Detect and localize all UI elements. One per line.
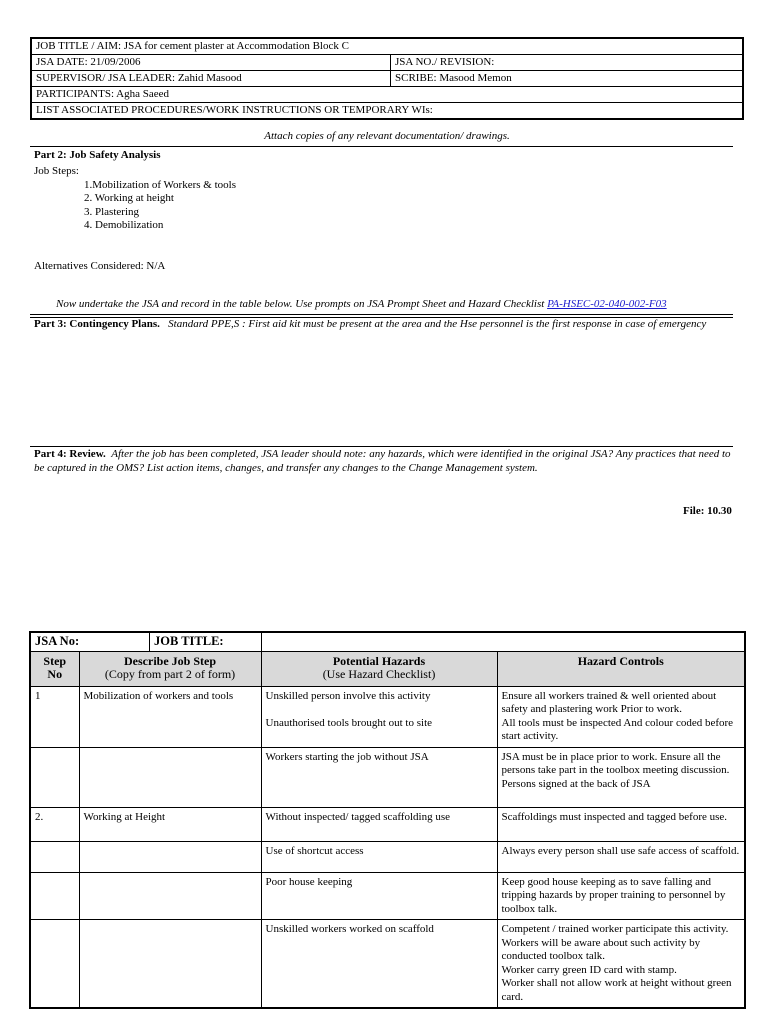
step-no-cell bbox=[30, 920, 79, 1009]
job-step-item: 1.Mobilization of Workers & tools bbox=[84, 179, 236, 191]
part3-section bbox=[34, 318, 734, 332]
controls-cell: Scaffoldings must inspected and tagged before use. bbox=[497, 807, 745, 841]
job-step-item: 2. Working at height bbox=[84, 192, 174, 204]
part4-text: After the job has been completed, JSA leader should note: any hazards, which were identified in the original JSA? Any practices that need to be captured in the OMS? List action items, changes, and transfer any changes to the Change Management system. bbox=[34, 448, 731, 474]
hazard-checklist-link[interactable]: PA-HSEC-02-040-002-F03 bbox=[547, 298, 667, 310]
hazards-cell: Poor house keeping bbox=[261, 872, 497, 920]
job-title-value bbox=[261, 632, 745, 651]
controls-cell: Keep good house keeping as to save falling and tripping hazards by proper training to personnel by toolbox talk. bbox=[497, 872, 745, 920]
describe-cell bbox=[79, 872, 261, 920]
attach-note: Attach copies of any relevant documentation/ drawings. bbox=[264, 130, 510, 142]
jsa-no-label: JSA No: bbox=[31, 633, 150, 651]
step-no-cell: 2. bbox=[30, 807, 79, 841]
divider bbox=[30, 446, 733, 447]
divider bbox=[30, 146, 733, 147]
job-title-label: JOB TITLE: bbox=[154, 634, 224, 648]
job-steps-label: Job Steps: bbox=[34, 165, 79, 177]
step-no-cell bbox=[30, 747, 79, 807]
describe-cell bbox=[79, 841, 261, 872]
col-hazards-header: Potential Hazards (Use Hazard Checklist) bbox=[261, 651, 497, 686]
file-reference: File: 10.30 bbox=[683, 505, 732, 517]
table-row bbox=[30, 686, 745, 747]
job-step-item: 3. Plastering bbox=[84, 206, 139, 218]
procedures-cell: LIST ASSOCIATED PROCEDURES/WORK INSTRUCTIONS OR TEMPORARY WIs: bbox=[31, 103, 743, 120]
alternatives-considered: Alternatives Considered: N/A bbox=[34, 260, 166, 272]
prompt-text: Now undertake the JSA and record in the table below. Use prompts on JSA Prompt Sheet and Hazard Checklist bbox=[56, 298, 548, 310]
supervisor-cell: SUPERVISOR/ JSA LEADER: Zahid Masood bbox=[31, 71, 391, 87]
col-controls-header: Hazard Controls bbox=[497, 651, 745, 686]
jsa-table bbox=[29, 631, 746, 1009]
describe-cell bbox=[79, 920, 261, 1009]
controls-cell: Ensure all workers trained & well oriented about safety and plastering work Prior to work. All tools must be inspected And colour coded before start activity. bbox=[497, 686, 745, 747]
describe-cell: Working at Height bbox=[79, 807, 261, 841]
col-step-header: Step No bbox=[30, 651, 79, 686]
describe-cell bbox=[79, 747, 261, 807]
step-no-cell bbox=[30, 872, 79, 920]
table-row bbox=[30, 747, 745, 807]
jsa-date-cell: JSA DATE: 21/09/2006 bbox=[31, 55, 391, 71]
describe-cell: Mobilization of workers and tools bbox=[79, 686, 261, 747]
jsa-title-row-cell bbox=[30, 632, 261, 651]
table-row bbox=[30, 920, 745, 1009]
hazards-cell: Unskilled workers worked on scaffold bbox=[261, 920, 497, 1009]
job-title-cell: JOB TITLE / AIM: JSA for cement plaster at Accommodation Block C bbox=[31, 38, 743, 55]
controls-cell: Always every person shall use safe access of scaffold. bbox=[497, 841, 745, 872]
part3-text: Standard PPE,S : First aid kit must be present at the area and the Hse personnel is the first response in case of emergency bbox=[168, 318, 707, 330]
table-row bbox=[30, 807, 745, 841]
col-describe-header: Describe Job Step (Copy from part 2 of form) bbox=[79, 651, 261, 686]
part4-section bbox=[34, 448, 734, 475]
hazards-cell: Without inspected/ tagged scaffolding use bbox=[261, 807, 497, 841]
hazards-cell: Use of shortcut access bbox=[261, 841, 497, 872]
controls-cell: JSA must be in place prior to work. Ensure all the persons take part in the toolbox meeting discussion. Persons signed at the back of JSA bbox=[497, 747, 745, 807]
part3-title: Part 3: Contingency Plans. bbox=[34, 318, 160, 330]
controls-cell: Competent / trained worker participate this activity. Workers will be aware about such activity by conducted toolbox talk. Worker carry green ID card with stamp. Worker shall not allow work at height without green card. bbox=[497, 920, 745, 1009]
jsa-table-header-row bbox=[30, 651, 745, 686]
scribe-cell: SCRIBE: Masood Memon bbox=[391, 71, 744, 87]
part2-title: Part 2: Job Safety Analysis bbox=[34, 149, 161, 161]
step-no-cell: 1 bbox=[30, 686, 79, 747]
part4-title: Part 4: Review. bbox=[34, 448, 106, 460]
hazards-cell: Unskilled person involve this activity Unauthorised tools brought out to site bbox=[261, 686, 497, 747]
jsa-no-cell: JSA NO./ REVISION: bbox=[391, 55, 744, 71]
job-step-item: 4. Demobilization bbox=[84, 219, 164, 231]
divider bbox=[30, 314, 733, 315]
table-row bbox=[30, 841, 745, 872]
jsa-prompt-note bbox=[56, 298, 667, 312]
hazards-cell: Workers starting the job without JSA bbox=[261, 747, 497, 807]
jsa-header-table bbox=[30, 37, 744, 120]
table-row bbox=[30, 872, 745, 920]
step-no-cell bbox=[30, 841, 79, 872]
participants-cell: PARTICIPANTS: Agha Saeed bbox=[31, 87, 743, 103]
jsa-table-title-row bbox=[30, 632, 745, 651]
